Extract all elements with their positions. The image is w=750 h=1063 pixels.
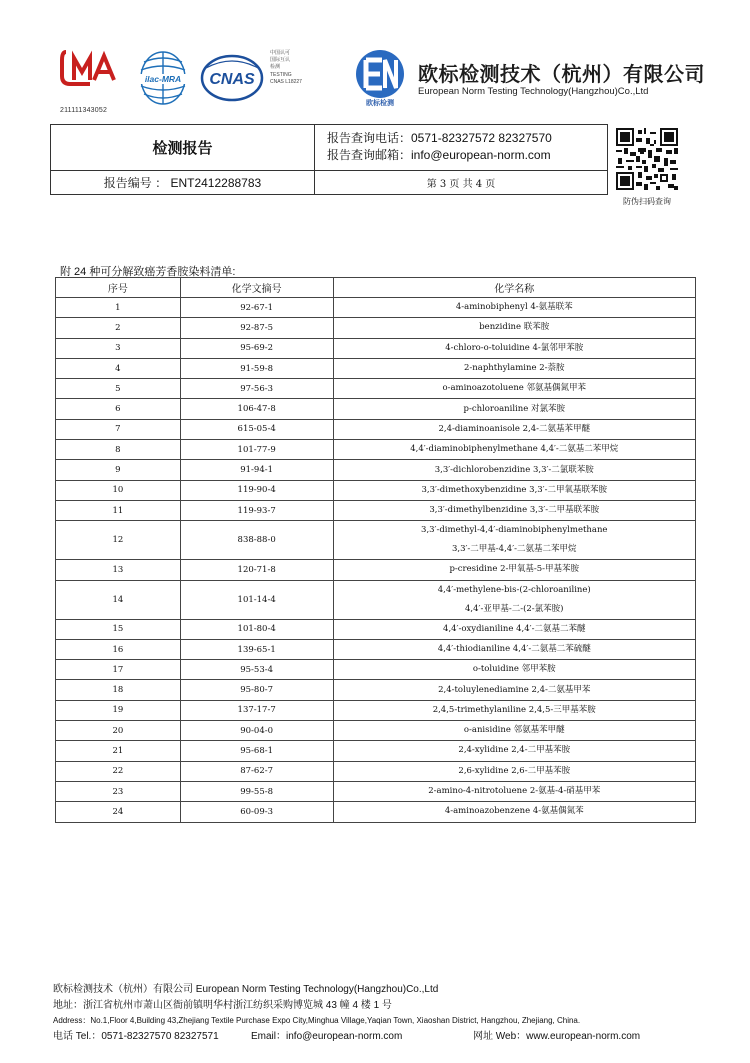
table-row bbox=[56, 298, 696, 318]
report-number: 报告编号 ： ENT2412288783 bbox=[51, 171, 315, 194]
company-name-cn: 欧标检测技术（杭州）有限公司 bbox=[418, 64, 705, 86]
cell-name bbox=[333, 440, 696, 460]
table-row bbox=[56, 741, 696, 761]
footer-email[interactable]: Email：info@european-norm.com bbox=[251, 1030, 403, 1042]
cell-no: 4 bbox=[56, 358, 181, 378]
cell-name bbox=[333, 741, 696, 761]
ilac-text: ilac-MRA bbox=[144, 74, 182, 84]
chemical-name: p-cresidine 2-甲氧基-5-甲基苯胺 bbox=[449, 564, 580, 575]
table-caption: 附 24 种可分解致癌芳香胺染料清单: bbox=[60, 266, 236, 278]
chemical-name: 2-amino-4-nitrotoluene 2-氨基-4-硝基甲苯 bbox=[428, 786, 601, 797]
table-row bbox=[56, 379, 696, 399]
table-row bbox=[56, 680, 696, 700]
cell-name bbox=[333, 619, 696, 639]
chemical-name: 2,6-xylidine 2,6-二甲基苯胺 bbox=[458, 765, 571, 776]
chemical-name: 2,4-toluylenediamine 2,4-二氨基甲苯 bbox=[438, 684, 591, 695]
chemical-name: 2,4,5-trimethylaniline 2,4,5-三甲基苯胺 bbox=[432, 704, 596, 715]
cell-cas: 95-69-2 bbox=[180, 338, 333, 358]
cell-no: 24 bbox=[56, 802, 181, 822]
cell-cas: 87-62-7 bbox=[180, 761, 333, 781]
cell-name bbox=[333, 379, 696, 399]
table-row bbox=[56, 399, 696, 419]
chemical-name: o-aminoazotoluene 邻氨基偶氮甲苯 bbox=[442, 383, 587, 394]
logo-caption: 欧标检测 bbox=[366, 100, 394, 107]
chemical-name-cn: 4,4′-亚甲基-二-(2-氯苯胺) bbox=[465, 603, 564, 614]
table-row bbox=[56, 460, 696, 480]
cell-cas: 99-55-8 bbox=[180, 781, 333, 801]
table-body bbox=[56, 298, 696, 823]
footer-tel: 电话 Tel.：0571-82327570 82327571 bbox=[53, 1030, 219, 1042]
table-header-row bbox=[56, 278, 696, 298]
cell-no: 1 bbox=[56, 298, 181, 318]
cell-cas: 139-65-1 bbox=[180, 639, 333, 659]
cell-cas: 101-80-4 bbox=[180, 619, 333, 639]
cell-no: 8 bbox=[56, 440, 181, 460]
cell-name bbox=[333, 399, 696, 419]
cell-cas: 95-53-4 bbox=[180, 660, 333, 680]
cnas-side-line: TESTING bbox=[270, 71, 292, 78]
cell-name bbox=[333, 781, 696, 801]
cell-no: 15 bbox=[56, 619, 181, 639]
cell-no: 19 bbox=[56, 700, 181, 720]
logo-strip bbox=[60, 44, 705, 114]
cell-no: 7 bbox=[56, 419, 181, 439]
table-row bbox=[56, 358, 696, 378]
table-row bbox=[56, 521, 696, 560]
cell-name bbox=[333, 338, 696, 358]
cell-no: 12 bbox=[56, 521, 181, 560]
page-indicator: 第 3 页 共 4 页 bbox=[426, 179, 496, 190]
company-name-en: European Norm Testing Technology(Hangzhou)Co.,Ltd bbox=[418, 86, 649, 97]
chemical-name: 4,4′-methylene-bis-(2-chloroaniline) bbox=[437, 584, 591, 595]
cell-no: 17 bbox=[56, 660, 181, 680]
cell-no: 22 bbox=[56, 761, 181, 781]
cell-name bbox=[333, 721, 696, 741]
footer-web[interactable]: 网址 Web：www.european-norm.com bbox=[473, 1030, 641, 1042]
cell-cas: 95-68-1 bbox=[180, 741, 333, 761]
table-row bbox=[56, 480, 696, 500]
cnas-text: CNAS bbox=[209, 71, 255, 88]
cell-name bbox=[333, 298, 696, 318]
cell-no: 13 bbox=[56, 560, 181, 580]
table-row bbox=[56, 338, 696, 358]
chemical-name: 3,3′-dimethylbenzidine 3,3′-二甲基联苯胺 bbox=[429, 505, 600, 516]
cell-name bbox=[333, 358, 696, 378]
cma-text: MA bbox=[82, 70, 84, 71]
cell-no: 11 bbox=[56, 500, 181, 520]
table-row bbox=[56, 580, 696, 619]
chemical-name: 2,4-xylidine 2,4-二甲基苯胺 bbox=[458, 745, 571, 756]
chemical-name: o-toluidine 邻甲苯胺 bbox=[472, 664, 556, 675]
cell-no: 3 bbox=[56, 338, 181, 358]
chemical-name: 3,3′-dimethyl-4,4′-diaminobiphenylmethane bbox=[421, 525, 608, 536]
qr-code-icon[interactable] bbox=[616, 128, 678, 190]
report-title: 检测报告 bbox=[51, 125, 315, 171]
footer-address-cn: 地址：浙江省杭州市萧山区衙前镇明华村浙江纺织采购博览城 43 幢 4 楼 1 号 bbox=[53, 999, 392, 1011]
page-footer bbox=[53, 982, 713, 1044]
footer-contact bbox=[53, 1029, 713, 1045]
table-row bbox=[56, 700, 696, 720]
cell-cas: 92-87-5 bbox=[180, 318, 333, 338]
cnas-side-line: 中国认可 bbox=[270, 50, 291, 56]
chemical-name: o-anisidine 邻氨基苯甲醚 bbox=[463, 725, 565, 736]
chemical-name: 3,3′-dichlorobenzidine 3,3′-二氯联苯胺 bbox=[434, 464, 594, 475]
cell-no: 23 bbox=[56, 781, 181, 801]
cell-name bbox=[333, 802, 696, 822]
cell-name bbox=[333, 700, 696, 720]
cell-name bbox=[333, 660, 696, 680]
table-row bbox=[56, 619, 696, 639]
report-phone: 报告查询电话：0571-82327572 82327570 bbox=[327, 131, 552, 145]
cnas-side-line: 检测 bbox=[270, 64, 281, 71]
cell-no: 21 bbox=[56, 741, 181, 761]
chemical-name: 3,3′-dimethoxybenzidine 3,3′-二甲氧基联苯胺 bbox=[421, 484, 607, 495]
cell-name bbox=[333, 521, 696, 560]
chemical-name: 2-naphthylamine 2-萘胺 bbox=[464, 363, 565, 374]
col-header-no: 序号 bbox=[56, 278, 181, 298]
cell-cas: 137-17-7 bbox=[180, 700, 333, 720]
cell-name bbox=[333, 460, 696, 480]
cell-name bbox=[333, 560, 696, 580]
cell-no: 10 bbox=[56, 480, 181, 500]
cell-name bbox=[333, 761, 696, 781]
report-header-box bbox=[50, 124, 608, 195]
cell-no: 5 bbox=[56, 379, 181, 399]
chemical-name: 4-chloro-o-toluidine 4-氯邻甲苯胺 bbox=[445, 342, 584, 353]
cnas-logo-icon bbox=[200, 50, 264, 106]
cell-no: 2 bbox=[56, 318, 181, 338]
table-row bbox=[56, 560, 696, 580]
cell-no: 9 bbox=[56, 460, 181, 480]
footer-company: 欧标检测技术（杭州）有限公司 European Norm Testing Technology(Hangzhou)Co.,Ltd bbox=[53, 984, 439, 995]
cell-cas: 119-90-4 bbox=[180, 480, 333, 500]
cell-cas: 838-88-0 bbox=[180, 521, 333, 560]
cell-cas: 91-94-1 bbox=[180, 460, 333, 480]
table-row bbox=[56, 721, 696, 741]
cnas-side-text bbox=[270, 50, 330, 86]
cma-mark-icon bbox=[60, 48, 124, 88]
cell-cas: 101-14-4 bbox=[180, 580, 333, 619]
cell-name bbox=[333, 680, 696, 700]
chemical-name: 4-aminoazobenzene 4-氨基偶氮苯 bbox=[444, 806, 584, 817]
cell-name bbox=[333, 318, 696, 338]
cma-logo bbox=[60, 48, 130, 114]
table-row bbox=[56, 802, 696, 822]
cell-cas: 97-56-3 bbox=[180, 379, 333, 399]
table-row bbox=[56, 440, 696, 460]
cell-name bbox=[333, 639, 696, 659]
chemical-name: 4-aminobiphenyl 4-氨基联苯 bbox=[455, 302, 573, 313]
cell-name bbox=[333, 500, 696, 520]
cell-name bbox=[333, 480, 696, 500]
cell-cas: 91-59-8 bbox=[180, 358, 333, 378]
cell-no: 14 bbox=[56, 580, 181, 619]
chemical-name: benzidine 联苯胺 bbox=[479, 322, 550, 333]
cell-no: 18 bbox=[56, 680, 181, 700]
cell-cas: 120-71-8 bbox=[180, 560, 333, 580]
chemical-name: 4,4′-thiodianiline 4,4′-二氨基二苯硫醚 bbox=[437, 644, 591, 654]
chemical-name-cn: 3,3′-二甲基-4,4′-二氨基二苯甲烷 bbox=[451, 544, 577, 555]
cell-name bbox=[333, 580, 696, 619]
cnas-side-line: 国际互认 bbox=[270, 57, 291, 64]
cell-cas: 119-93-7 bbox=[180, 500, 333, 520]
report-contact bbox=[315, 125, 607, 171]
report-email: 报告查询邮箱：info@european-norm.com bbox=[327, 148, 551, 162]
cell-no: 16 bbox=[56, 639, 181, 659]
cell-cas: 106-47-8 bbox=[180, 399, 333, 419]
cma-number: 211111343052 bbox=[60, 107, 108, 114]
cell-cas: 615-05-4 bbox=[180, 419, 333, 439]
footer-address-en: Address：No.1,Floor 4,Building 43,Zhejiang Textile Purchase Expo City,Minghua Village,Yaqian Town, Xiaoshan District, Hangzhou, Zhejiang, China. bbox=[53, 1016, 581, 1025]
chemical-name: 2,4-diaminoanisole 2,4-二氨基苯甲醚 bbox=[438, 423, 591, 434]
table-row bbox=[56, 781, 696, 801]
amine-list-table bbox=[55, 277, 696, 823]
table-row bbox=[56, 419, 696, 439]
cnas-side-line: CNAS L18227 bbox=[270, 78, 302, 85]
col-header-cas: 化学文摘号 bbox=[180, 278, 333, 298]
chemical-name: 4,4′-oxydianiline 4,4′-二氨基二苯醚 bbox=[443, 623, 586, 634]
col-header-name: 化学名称 bbox=[333, 278, 696, 298]
cell-cas: 95-80-7 bbox=[180, 680, 333, 700]
cell-name bbox=[333, 419, 696, 439]
table-row bbox=[56, 639, 696, 659]
ilac-mra-logo-icon bbox=[136, 48, 190, 110]
table-row bbox=[56, 761, 696, 781]
table-row bbox=[56, 660, 696, 680]
cell-cas: 92-67-1 bbox=[180, 298, 333, 318]
chemical-name: 4,4′-diaminobiphenylmethane 4,4′-二氨基二苯甲烷 bbox=[410, 444, 619, 455]
cell-no: 6 bbox=[56, 399, 181, 419]
chemical-name: p-chloroaniline 对氯苯胺 bbox=[463, 403, 565, 414]
table-row bbox=[56, 318, 696, 338]
cell-cas: 90-04-0 bbox=[180, 721, 333, 741]
cell-no: 20 bbox=[56, 721, 181, 741]
qr-caption: 防伪扫码查询 bbox=[623, 197, 671, 206]
cell-cas: 101-77-9 bbox=[180, 440, 333, 460]
cell-cas: 60-09-3 bbox=[180, 802, 333, 822]
table-row bbox=[56, 500, 696, 520]
